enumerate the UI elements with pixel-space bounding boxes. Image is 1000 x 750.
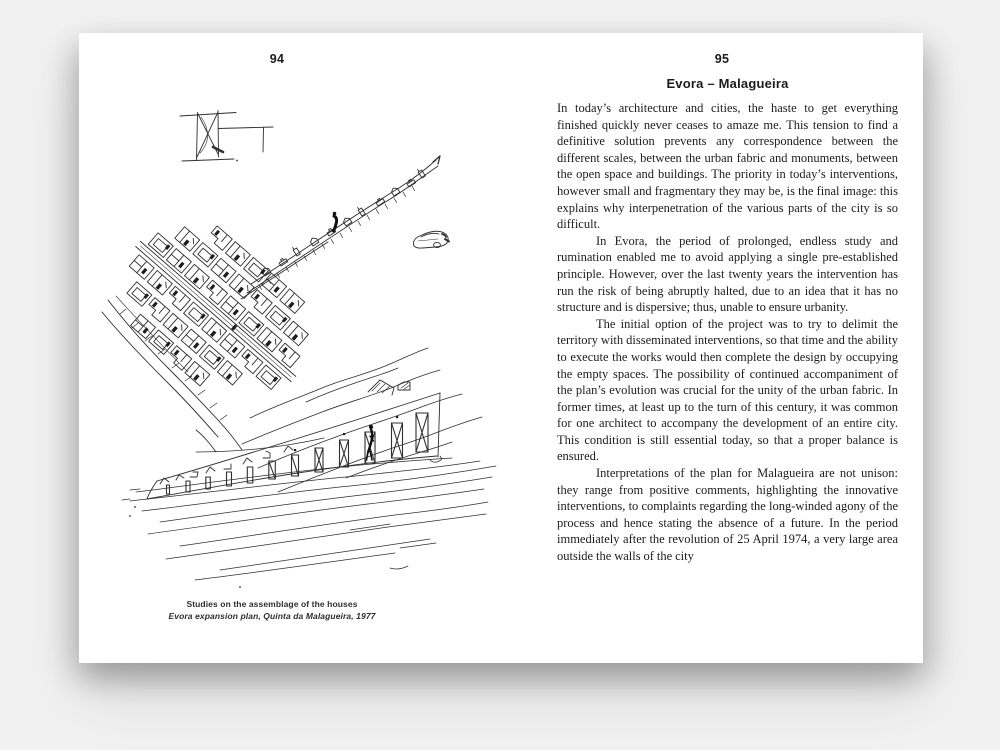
car-sketch bbox=[413, 231, 449, 248]
book-spread bbox=[79, 33, 923, 663]
caption-title: Studies on the assemblage of the houses bbox=[186, 599, 358, 609]
aqueduct-sketch bbox=[241, 156, 440, 299]
ground-hatching bbox=[122, 438, 496, 588]
plan-diagram-sketch bbox=[180, 111, 273, 162]
paragraph: Interpretations of the plan for Malagueira are not unison: they range from positive comments, highlighting the innovative interventions, to complaints regarding the long-winded agony of the process and hence stating the absence of a future. In the period immediately after the revolution of 25 April 1974, a very large area outside the walls of the city bbox=[557, 466, 898, 564]
paragraph: In Evora, the period of prolonged, endless study and rumination enabled me to avoid applying a single pre-established principle. However, over the last twenty years the intervention has run the risk of being abruptly halted, due to an idea that it has no structure and is dispersive; thus, unable to ensure urbanity. bbox=[557, 233, 898, 315]
figure-caption bbox=[132, 599, 412, 622]
sketch-illustration bbox=[100, 100, 520, 600]
left-page-number: 94 bbox=[269, 52, 285, 66]
figure-on-wall-sketch bbox=[333, 212, 337, 231]
body-text bbox=[557, 100, 898, 565]
caption-source: Evora expansion plan, Quinta da Malagueira, 1977 bbox=[168, 610, 376, 621]
paragraph: In today’s architecture and cities, the haste to get everything finished quickly never ceases to amaze me. This tension to find a definitive solution prevents any correspondence between the different scales, between the urban fabric and monuments, between the open space and buildings. The priority in today’s interventions, however small and fragmentary they may be, is the final image: this explains why interpenetration of the various parts of the city is so difficult. bbox=[557, 101, 898, 232]
right-page-number: 95 bbox=[714, 52, 730, 66]
chapter-heading: Evora – Malagueira bbox=[666, 76, 789, 91]
slope-hatching bbox=[102, 296, 242, 452]
terrain-contours bbox=[242, 348, 482, 492]
paragraph: The initial option of the project was to try to delimit the territory with disseminated interventions, so that time and the ability to execute the works would then complete the design by occupying the empty spaces. The possibility of continued accompaniment of the plan’s evolution was crucial for the unity of the urban fabric. In former times, at least up to the turn of this century, it was common for one architect to accompany the development of an entire city. This condition is still essential today, so that a proper balance is ensured. bbox=[557, 316, 898, 464]
